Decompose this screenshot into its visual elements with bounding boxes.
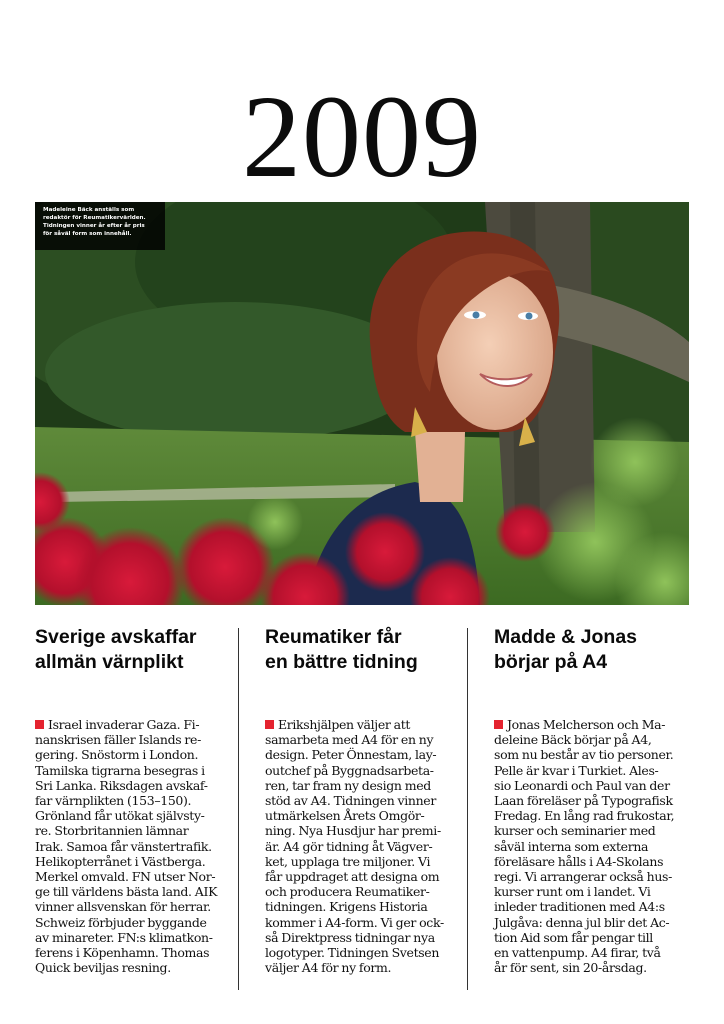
headline-line: börjar på A4 — [494, 651, 608, 673]
body-line: ferens i Köpenhamn. Thomas — [35, 945, 210, 961]
body-line: av minareter. FN:s klimatkon- — [35, 929, 213, 945]
body-line: kurser och seminarier med — [494, 823, 656, 839]
body-line: en vattenpump. A4 firar, två — [494, 945, 661, 961]
body-line: ning. Nya Husdjur har premi- — [265, 823, 441, 839]
headline-line: en bättre tidning — [265, 651, 418, 673]
body-line: år för sent, sin 20-årsdag. — [494, 960, 647, 976]
body-line: design. Peter Önnestam, lay- — [265, 747, 437, 763]
feature-photo — [35, 202, 689, 605]
column-headline — [494, 625, 694, 675]
body-line: ren, tar fram ny design med — [265, 777, 431, 793]
body-line: vinner allsvenskan för herrar. — [35, 899, 211, 915]
column-1 — [35, 625, 235, 995]
body-line: får uppdraget att designa om — [265, 869, 440, 885]
column-3 — [494, 625, 694, 995]
column-divider — [467, 628, 468, 990]
body-line: ket, upplaga tre miljoner. Vi — [265, 853, 431, 869]
body-line: Helikopterrånet i Västberga. — [35, 853, 206, 869]
body-line: såväl interna som externa — [494, 838, 649, 854]
body-line: väljer A4 för ny form. — [265, 960, 392, 976]
column-divider — [238, 628, 239, 990]
caption-line: för såväl form som innehåll. — [43, 231, 132, 237]
body-line: Irak. Samoa får vänstertrafik. — [35, 838, 212, 854]
headline-line: Madde & Jonas — [494, 626, 638, 648]
column-headline — [265, 625, 465, 675]
body-line: så Direktpress tidningar nya — [265, 929, 435, 945]
body-line: föreläsare hålls i A4-Skolans — [494, 853, 664, 869]
body-line: kommer i A4-form. Vi ger ock- — [265, 914, 444, 930]
body-line: Tamilska tigrarna besegras i — [35, 762, 205, 778]
body-line: sio Leonardi och Paul van der — [494, 777, 670, 793]
body-line: stöd av A4. Tidningen vinner — [265, 793, 436, 809]
body-line: Julgåva: denna jul blir det Ac- — [494, 914, 670, 930]
body-line: är. A4 gör tidning åt Vägver- — [265, 838, 433, 854]
body-line: re. Storbritannien lämnar — [35, 823, 189, 839]
body-line: Sri Lanka. Riksdagen avskaf- — [35, 777, 208, 793]
red-square-bullet-icon — [494, 720, 503, 729]
photo-caption — [35, 202, 165, 250]
caption-line: redaktör för Reumatikervärlden. — [43, 215, 146, 221]
body-line: far värnplikten (153–150). — [35, 793, 192, 809]
portrait-photo-illustration — [35, 202, 689, 605]
body-line: regi. Vi arrangerar också hus- — [494, 869, 672, 885]
body-line: Jonas Melcherson och Ma- — [494, 717, 694, 732]
body-line: som nu består av tio personer. — [494, 747, 674, 763]
body-line: tion Aid som får pengar till — [494, 929, 653, 945]
headline-line: allmän värnplikt — [35, 651, 184, 673]
caption-line: Tidningen vinner år efter år pris — [43, 223, 145, 229]
body-line: kurser runt om i landet. Vi — [494, 884, 651, 900]
body-line: logotyper. Tidningen Svetsen — [265, 945, 440, 961]
column-body — [265, 717, 465, 975]
body-line: inleder traditionen med A4:s — [494, 899, 665, 915]
body-line: utmärkelsen Årets Omgör- — [265, 808, 425, 824]
body-line: Grönland får utökat självsty- — [35, 808, 205, 824]
caption-line: Madeleine Bäck anställs som — [43, 207, 135, 213]
body-line: Laan föreläser på Typografisk — [494, 793, 673, 809]
column-body — [35, 717, 235, 975]
red-square-bullet-icon — [265, 720, 274, 729]
headline-line: Sverige avskaffar — [35, 626, 197, 648]
body-line: gering. Snöstorm i London. — [35, 747, 199, 763]
body-line: tidningen. Krigens Historia — [265, 899, 428, 915]
body-line: Erikshjälpen väljer att — [265, 717, 465, 732]
body-line: Quick beviljas resning. — [35, 960, 171, 976]
body-line: outchef på Byggnadsarbeta- — [265, 762, 434, 778]
body-line: deleine Bäck börjar på A4, — [494, 732, 652, 748]
body-line: nanskrisen fäller Islands re- — [35, 732, 201, 748]
body-line: ge till världens bästa land. AIK — [35, 884, 218, 900]
column-headline — [35, 625, 235, 675]
headline-line: Reumatiker får — [265, 626, 402, 648]
body-line: Schweiz förbjuder byggande — [35, 914, 207, 930]
body-line: Merkel omvald. FN utser Nor- — [35, 869, 216, 885]
body-line: Fredag. En lång rad frukostar, — [494, 808, 675, 824]
body-line: Israel invaderar Gaza. Fi- — [35, 717, 235, 732]
body-line: samarbeta med A4 för en ny — [265, 732, 434, 748]
body-line: och producera Reumatiker- — [265, 884, 430, 900]
red-square-bullet-icon — [35, 720, 44, 729]
column-body — [494, 717, 694, 975]
column-2 — [265, 625, 465, 995]
year-heading: 2009 — [242, 71, 482, 202]
body-line: Pelle är kvar i Turkiet. Ales- — [494, 762, 659, 778]
